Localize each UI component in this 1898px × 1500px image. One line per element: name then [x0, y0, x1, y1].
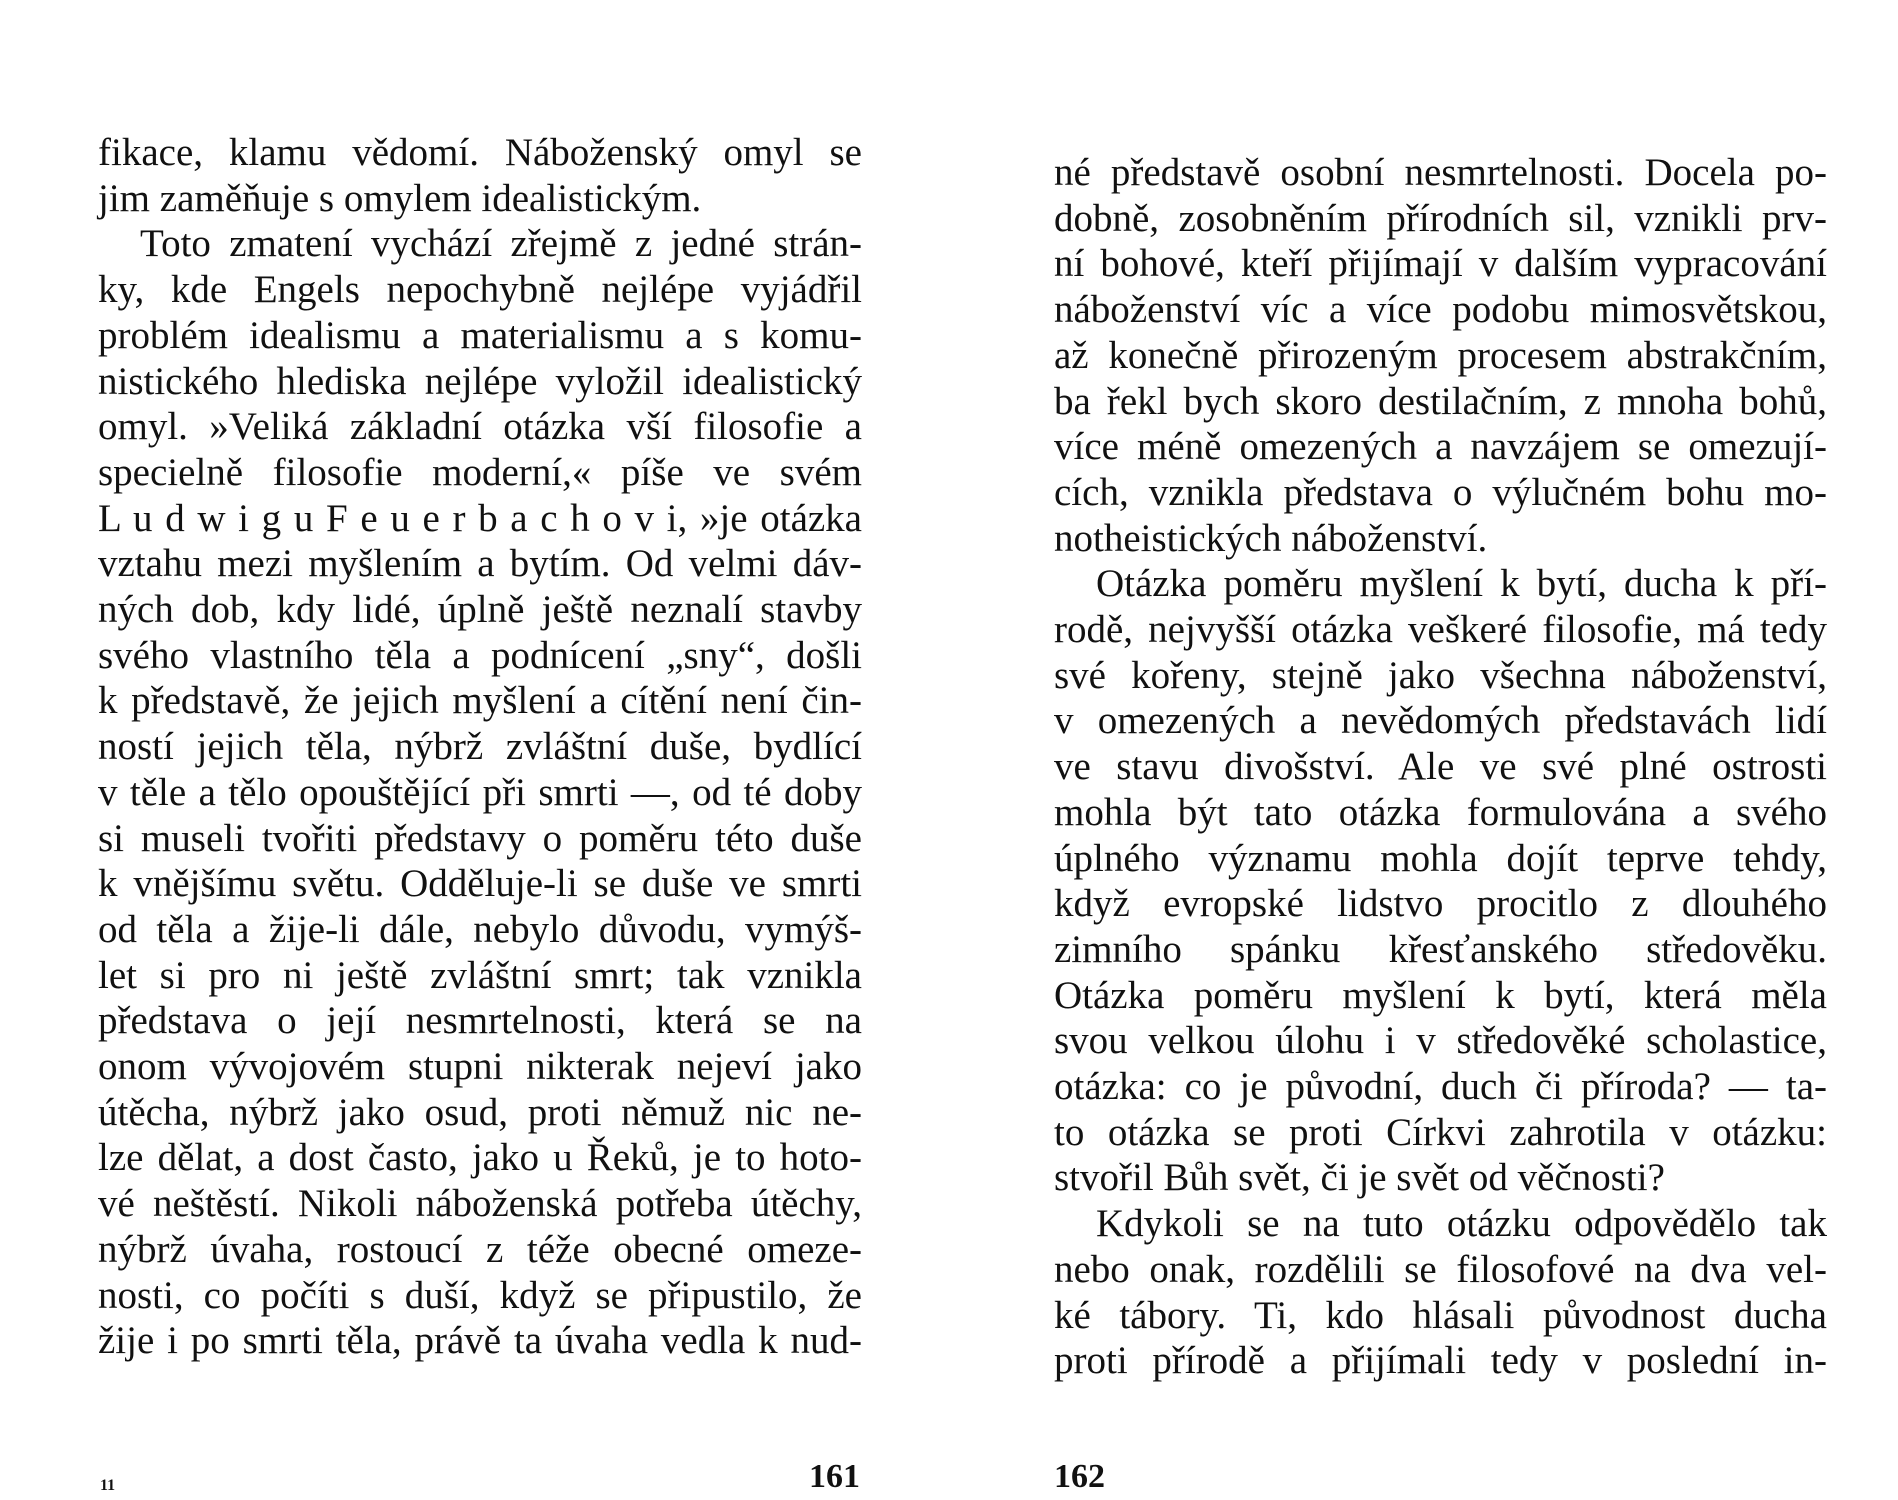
text-line: úplného významu mohla dojít teprve tehdy,: [1054, 836, 1827, 880]
text-line: svou velkou úlohu i v středověké scholastice,: [1054, 1019, 1827, 1063]
text-line: ných dob, kdy lidé, úplně ještě neznalí stavby: [98, 588, 862, 631]
text-line: žije i po smrti těla, právě ta úvaha vedla k nud-: [98, 1319, 862, 1363]
text-line: k vnějšímu světu. Odděluje-li se duše ve smrti: [98, 862, 862, 906]
text-line: proti přírodě a přijímali tedy v poslední in-: [1054, 1339, 1827, 1383]
text-line: více méně omezených a navzájem se omezují-: [1054, 425, 1827, 469]
text-line: stvořil Bůh svět, či je svět od věčnosti?: [1054, 1156, 1665, 1200]
text-line: vztahu mezi myšlením a bytím. Od velmi dáv-: [98, 542, 862, 586]
text-line: své kořeny, stejně jako všechna náboženství,: [1054, 653, 1827, 697]
text-line: útěcha, nýbrž jako osud, proti němuž nic ne-: [98, 1090, 862, 1134]
text-line: Kdykoli se na tuto otázku odpovědělo tak: [1096, 1202, 1827, 1246]
page-number-right: 162: [1054, 1458, 1105, 1495]
text-line: problém idealismu a materialismu a s komu-: [98, 313, 862, 357]
text-line: nýbrž úvaha, rostoucí z téže obecné omeze-: [98, 1227, 862, 1271]
text-line: svého vlastního těla a podnícení „sny“, došli: [98, 633, 862, 677]
text-line: onom vývojovém stupni nikterak nejeví jako: [98, 1045, 862, 1088]
text-line: až konečně přirozeným procesem abstrakčním,: [1054, 333, 1827, 377]
text-line: cích, vznikla představa o výlučném bohu mo-: [1054, 470, 1827, 514]
text-line: Otázka poměru myšlení k bytí, ducha k pří-: [1096, 562, 1827, 606]
text-line: mohla být tato otázka formulována a svého: [1054, 790, 1827, 834]
text-line: let si pro ni ještě zvláštní smrt; tak vznikla: [98, 953, 862, 997]
text-line: když evropské lidstvo procitlo z dlouhého: [1054, 882, 1827, 926]
text-line: omyl. »Veliká základní otázka vší filosofie a: [98, 405, 862, 449]
text-line: nistického hlediska nejlépe vyložil idealistický: [98, 359, 862, 403]
right-page: [949, 0, 1898, 1500]
text-line: v těle a tělo opouštějící při smrti —, od té doby: [98, 770, 862, 814]
text-line: nebo onak, rozdělili se filosofové na dva vel-: [1054, 1247, 1827, 1291]
text-line: ve stavu divošství. Ale ve své plné ostrosti: [1054, 745, 1827, 789]
text-line: Toto zmatení vychází zřejmě z jedné strán-: [140, 222, 862, 266]
text-line: nosti, co počíti s duší, když se připustilo, že: [98, 1273, 862, 1317]
signature-mark: 11: [100, 1477, 116, 1494]
page-number-left: 161: [809, 1458, 860, 1495]
text-line: ností jejich těla, nýbrž zvláštní duše, bydlící: [98, 725, 862, 769]
text-line: ky, kde Engels nepochybně nejlépe vyjádřil: [98, 268, 862, 312]
text-line: L u d w i g u F e u e r b a c h o v i, »je otázka: [98, 496, 862, 540]
text-line: náboženství víc a více podobu mimosvětskou,: [1054, 288, 1827, 332]
text-line: lze dělat, a dost často, jako u Řeků, je to hoto-: [98, 1136, 862, 1180]
text-line: od těla a žije-li dále, nebylo důvodu, vymýš-: [98, 907, 862, 951]
text-line: to otázka se proti Církvi zahrotila v otázku:: [1054, 1110, 1827, 1154]
text-line: k představě, že jejich myšlení a cítění není čin-: [98, 679, 862, 723]
text-line: otázka: co je původní, duch či příroda? — ta-: [1054, 1065, 1827, 1108]
text-line: dobně, zosobněním přírodních sil, vznikli prv-: [1054, 196, 1827, 240]
text-line: Otázka poměru myšlení k bytí, která měla: [1054, 973, 1827, 1017]
text-line: v omezených a nevědomých představách lidí: [1054, 699, 1827, 743]
text-line: né představě osobní nesmrtelnosti. Docela po-: [1054, 151, 1827, 194]
text-line: vé neštěstí. Nikoli náboženská potřeba útěchy,: [98, 1182, 862, 1226]
text-line: jim zaměňuje s omylem idealistickým.: [98, 176, 702, 220]
text-line: zimního spánku křesťanského středověku.: [1054, 927, 1827, 971]
text-line: představa o její nesmrtelnosti, která se na: [98, 999, 862, 1043]
text-line: ní bohové, kteří přijímají v dalším vypracování: [1054, 242, 1827, 286]
text-line: ba řekl bych skoro destilačním, z mnoha bohů,: [1054, 379, 1827, 423]
text-line: ké tábory. Ti, kdo hlásali původnost ducha: [1054, 1293, 1827, 1337]
text-line: specielně filosofie moderní,« píše ve svém: [98, 450, 862, 494]
text-line: rodě, nejvyšší otázka veškeré filosofie, má tedy: [1054, 608, 1827, 651]
text-line: notheistických náboženství.: [1054, 516, 1488, 560]
text-line: fikace, klamu vědomí. Náboženský omyl se: [98, 131, 862, 174]
text-line: si museli tvořiti představy o poměru této duše: [98, 816, 862, 860]
